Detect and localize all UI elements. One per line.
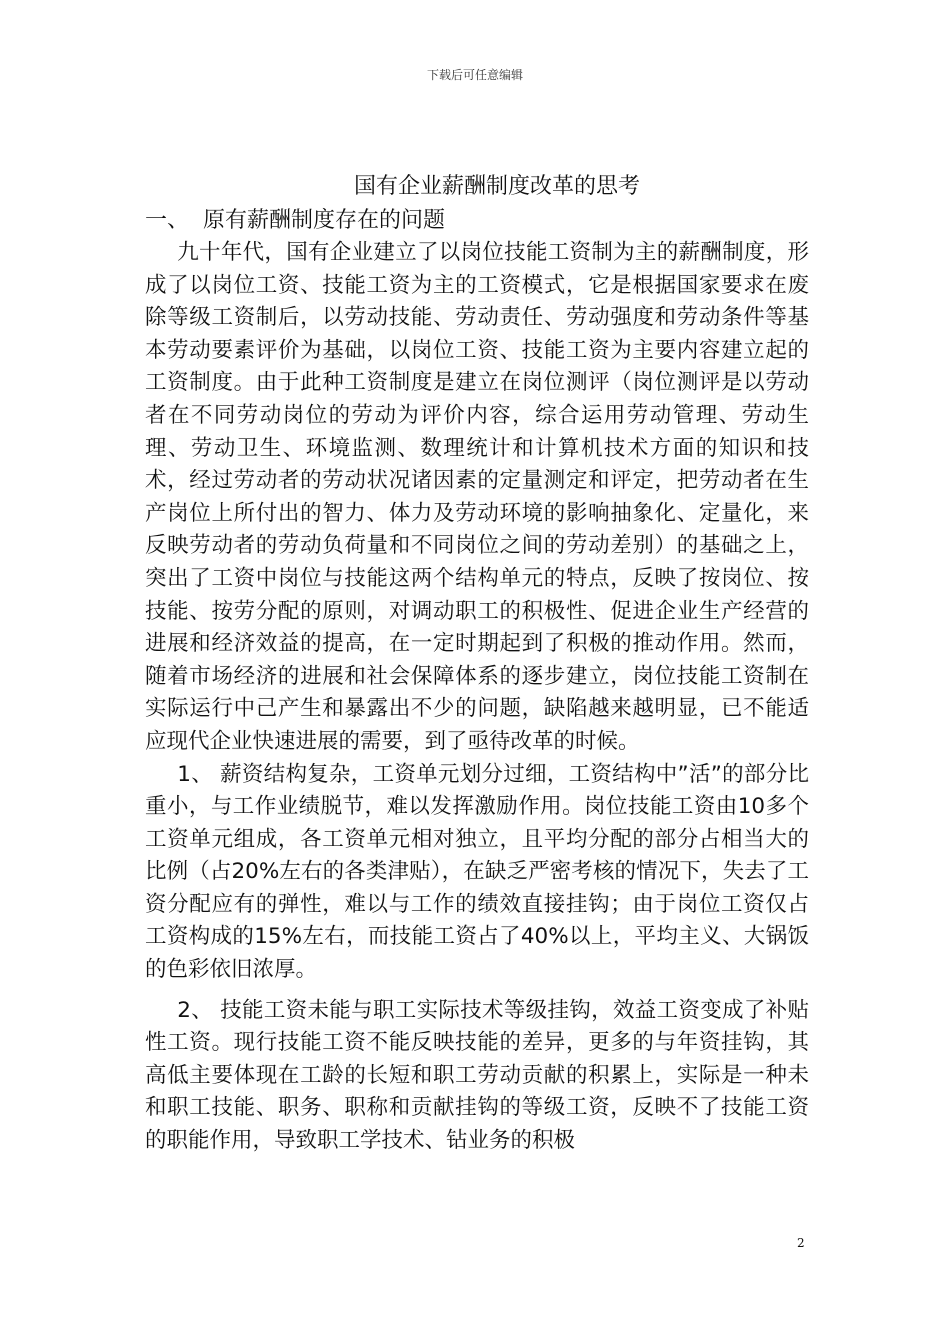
paragraph-2: 1、 薪资结构复杂，工资单元划分过细，工资结构中”活”的部分比重小，与工作业绩脱节，难以发挥激励作用。岗位技能工资由10多个工资单元组成，各工资单元相对独立，且平均分配的部分占相当大的比例（占20%左右的各类津贴），在缺乏严密考核的情况下，失去了工资分配应有的弹性，难以与工作的绩效直接挂钩；由于岗位工资仅占工资构成的15%左右，而技能工资占了40%以上，平均主义、大锅饭的色彩依旧浓厚。 bbox=[145, 761, 809, 983]
section-number: 一、 bbox=[145, 208, 190, 233]
section-heading bbox=[145, 204, 809, 237]
page-header: 下载后可任意编辑 bbox=[426, 68, 523, 82]
page-number: 2 bbox=[797, 1236, 805, 1250]
paragraph-3: 2、 技能工资未能与职工实际技术等级挂钩，效益工资变成了补贴性工资。现行技能工资不能反映技能的差异，更多的与年资挂钩，其高低主要体现在工龄的长短和职工劳动贡献的积累上，实际是一种未和职工技能、职务、职称和贡献挂钩的等级工资，反映不了技能工资的职能作用，导致职工学技术、钻业务的积极 bbox=[145, 997, 809, 1154]
section-title: 原有薪酬制度存在的问题 bbox=[203, 208, 446, 233]
document-body bbox=[145, 170, 809, 1158]
paragraph-1: 九十年代，国有企业建立了以岗位技能工资制为主的薪酬制度，形成了以岗位工资、技能工资为主的工资模式，它是根据国家要求在废除等级工资制后，以劳动技能、劳动责任、劳动强度和劳动条件等基本劳动要素评价为基础，以岗位工资、技能工资为主要内容建立起的工资制度。由于此种工资制度是建立在岗位测评（岗位测评是以劳动者在不同劳动岗位的劳动为评价内容，综合运用劳动管理、劳动生理、劳动卫生、环境监测、数理统计和计算机技术方面的知识和技术，经过劳动者的劳动状况诸因素的定量测定和评定，把劳动者在生产岗位上所付出的智力、体力及劳动环境的影响抽象化、定量化，来反映劳动者的劳动负荷量和不同岗位之间的劳动差别）的基础之上，突出了工资中岗位与技能这两个结构单元的特点，反映了按岗位、按技能、按劳分配的原则，对调动职工的积极性、促进企业生产经营的进展和经济效益的提高，在一定时期起到了积极的推动作用。然而，随着市场经济的进展和社会保障体系的逐步建立，岗位技能工资制在实际运行中己产生和暴露出不少的问题，缺陷越来越明显，已不能适应现代企业快速进展的需要，到了亟待改革的时候。 bbox=[145, 240, 809, 754]
document-title: 国有企业薪酬制度改革的思考 bbox=[353, 174, 640, 199]
